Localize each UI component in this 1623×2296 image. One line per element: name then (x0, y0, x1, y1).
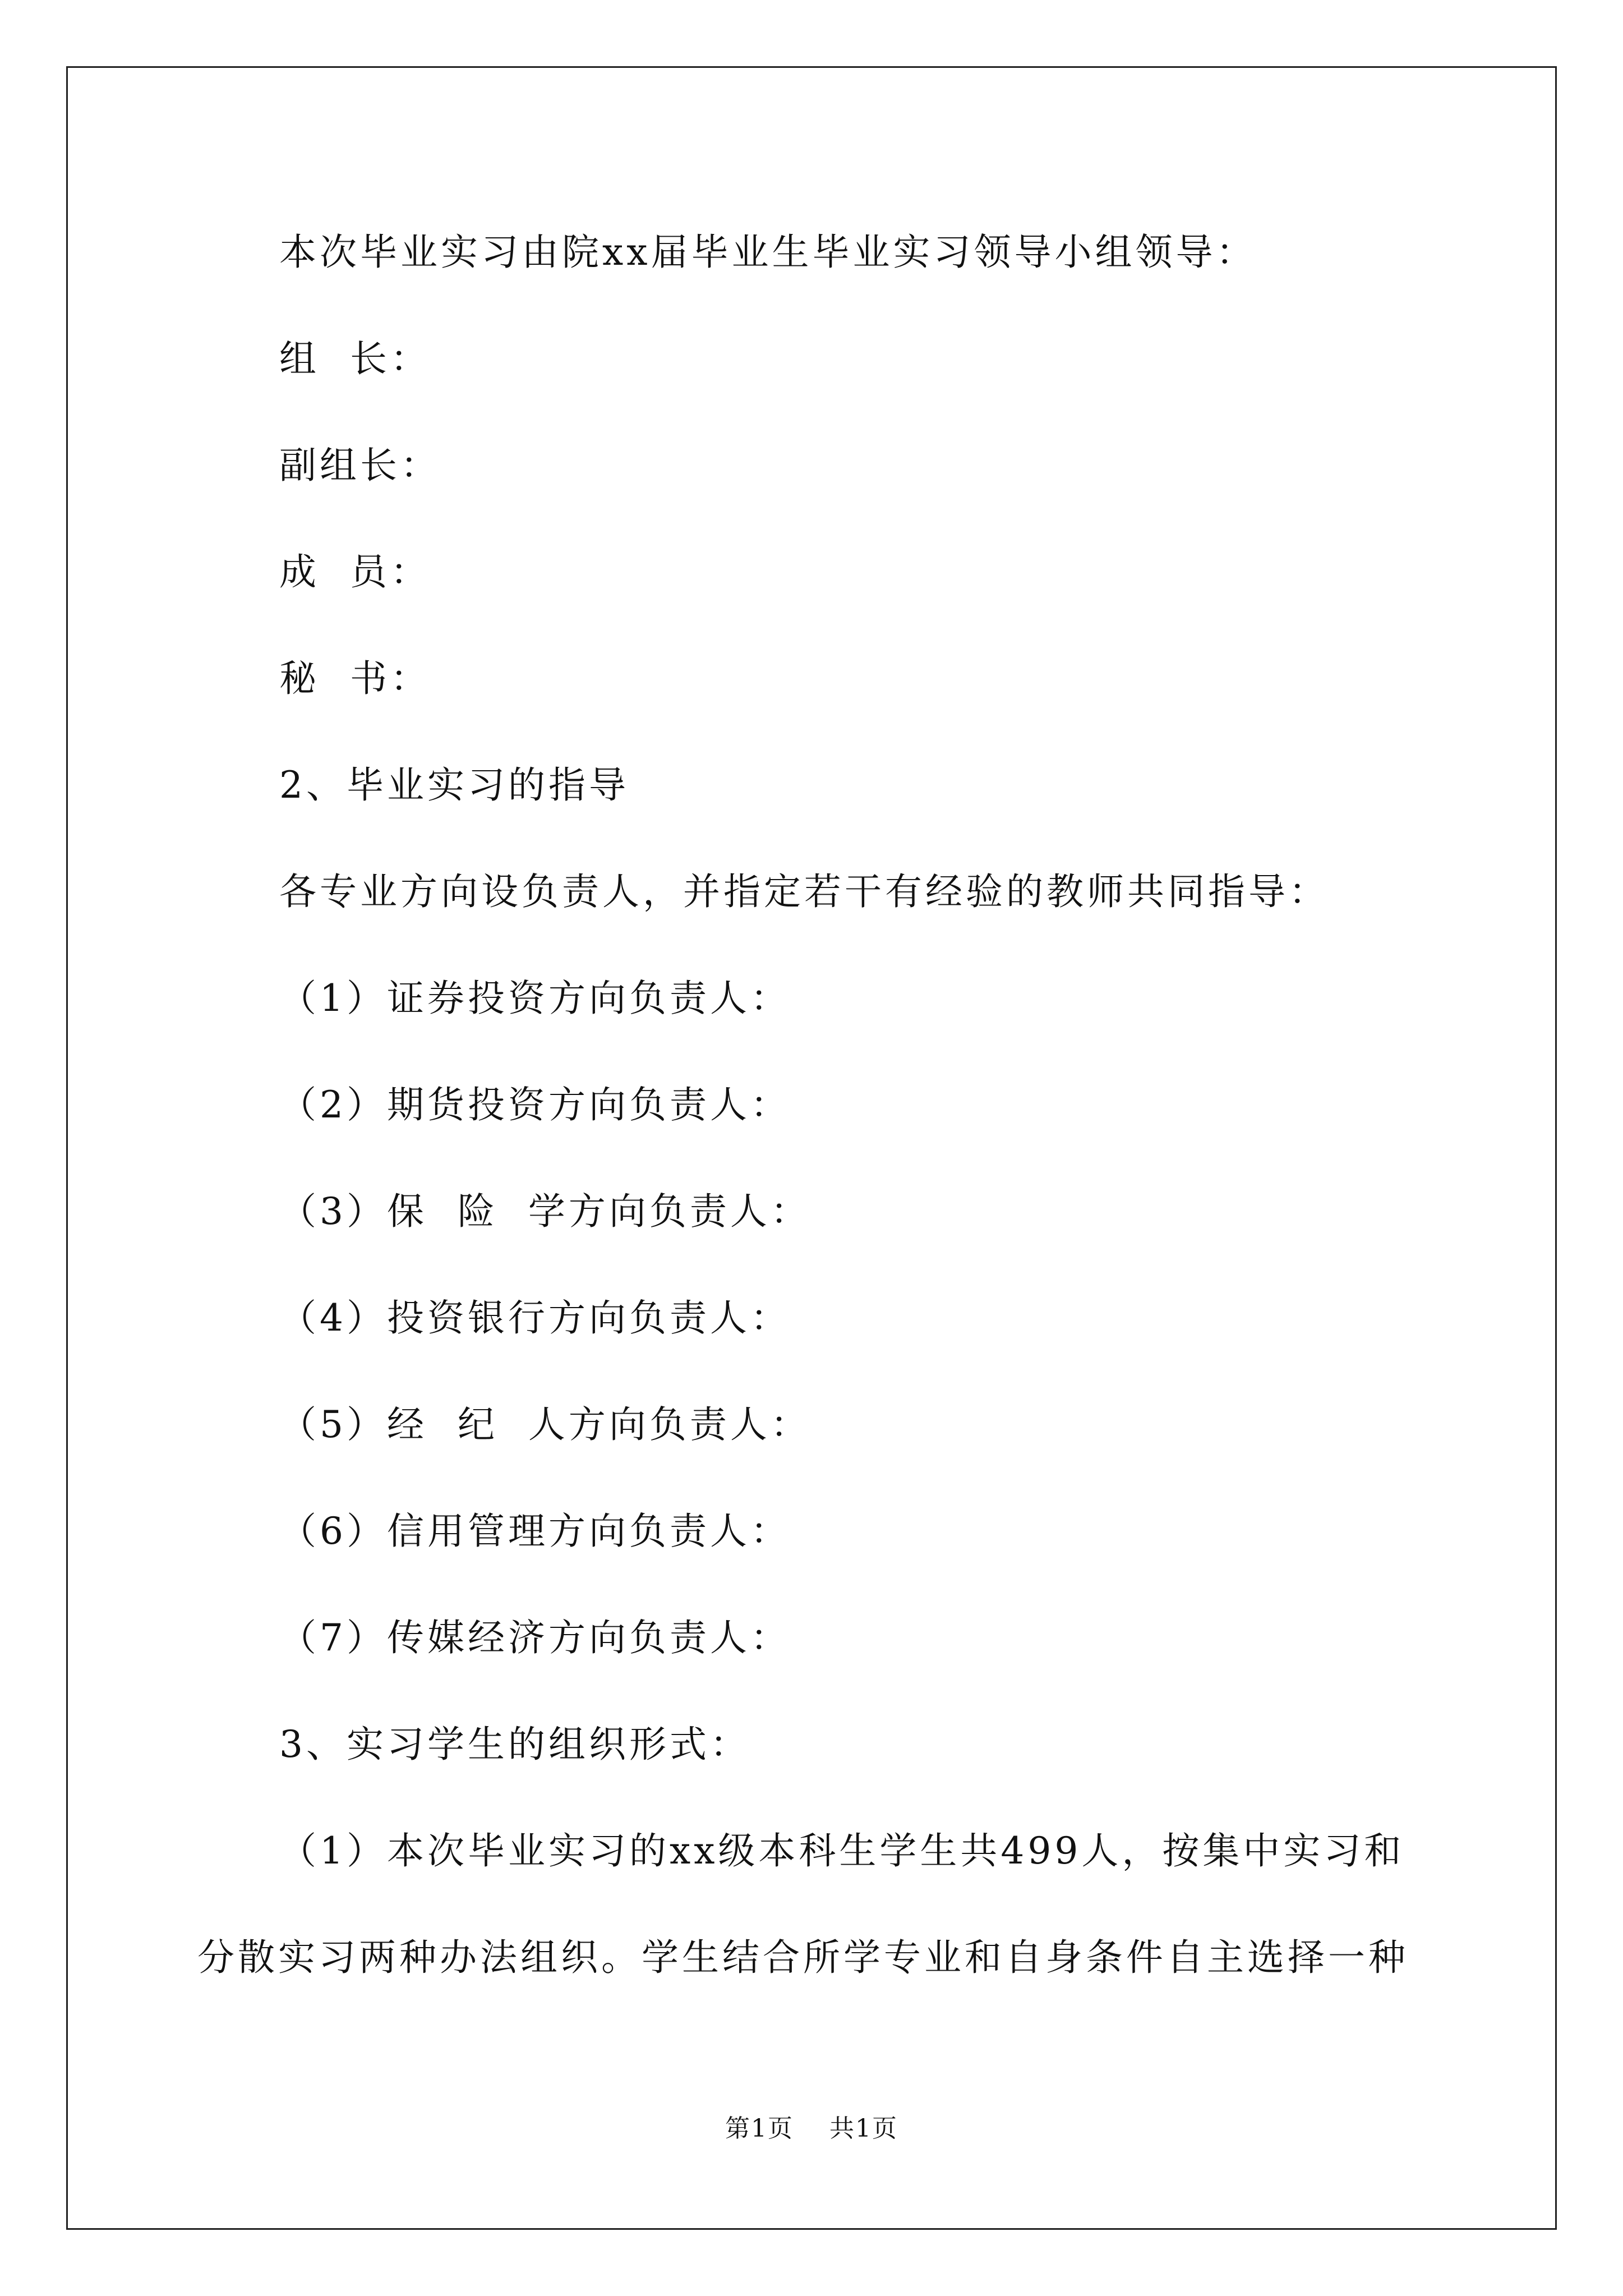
paragraph-line-2: 分散实习两种办法组织。学生结合所学专业和自身条件自主选择一种 (197, 1936, 1409, 1979)
text-line-members: 成 员： (279, 550, 431, 593)
list-item-3: （3）保 险 学方向负责人： (279, 1190, 811, 1233)
text-line-guidance-desc: 各专业方向设负责人，并指定若干有经验的教师共同指导： (279, 870, 1329, 913)
text-line-intro: 本次毕业实习由院xx届毕业生毕业实习领导小组领导： (279, 231, 1257, 274)
list-item-6: （6）信用管理方向负责人： (279, 1510, 791, 1553)
list-item-4: （4）投资银行方向负责人： (279, 1296, 791, 1340)
list-item-7: （7）传媒经济方向负责人： (279, 1616, 791, 1659)
text-line-deputy-leader: 副组长： (279, 444, 441, 487)
page-number-footer: 第1页 共1页 (725, 2114, 898, 2143)
paragraph-line-1: （1）本次毕业实习的xx级本科生学生共499人，按集中实习和 (279, 1829, 1405, 1872)
list-item-2: （2）期货投资方向负责人： (279, 1083, 791, 1126)
section-heading-guidance: 2、毕业实习的指导 (279, 763, 629, 807)
list-item-1: （1）证券投资方向负责人： (279, 977, 791, 1020)
text-line-leader: 组 长： (279, 337, 431, 380)
section-heading-organization: 3、实习学生的组织形式： (279, 1723, 750, 1766)
page-border (66, 66, 1557, 2230)
text-line-secretary: 秘 书： (279, 657, 431, 700)
list-item-5: （5）经 纪 人方向负责人： (279, 1403, 811, 1446)
